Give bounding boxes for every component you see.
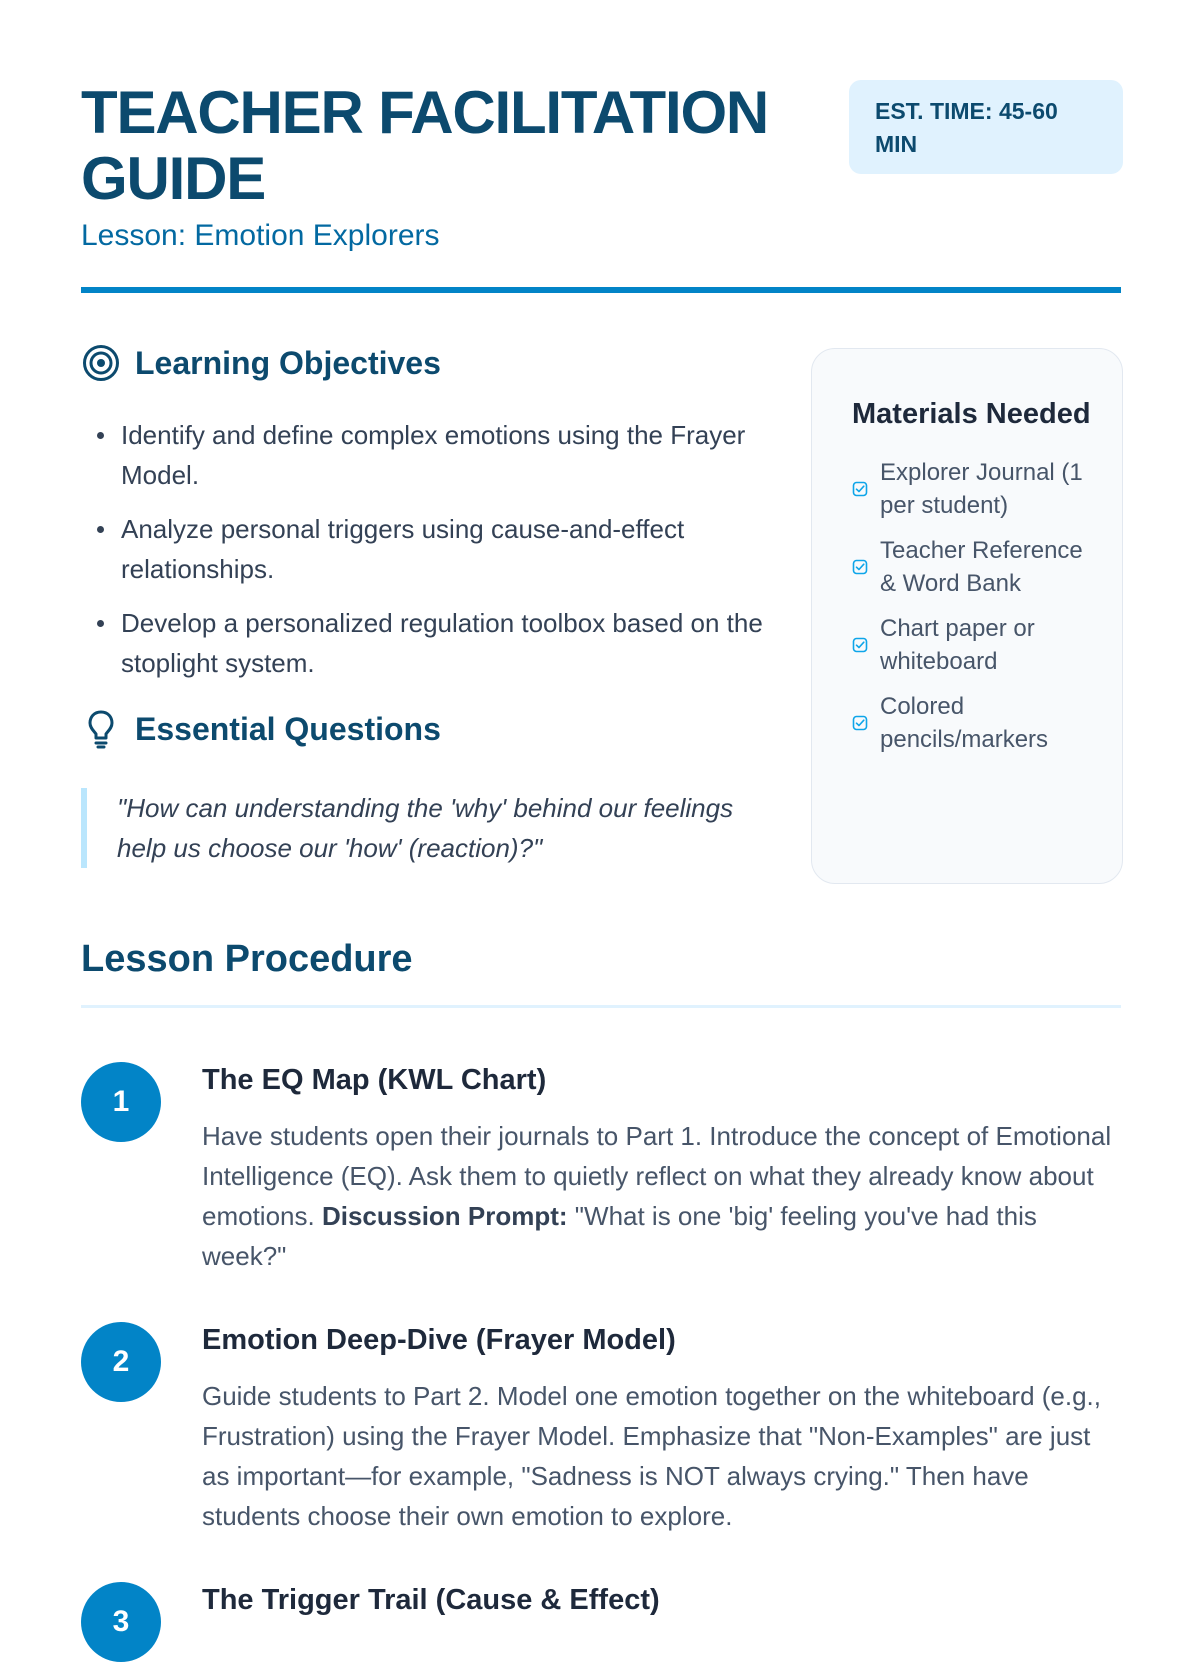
step-text: Have students open their journals to Part 1. Introduce the concept of Emotional Intelligence (EQ). Ask them to quietly reflect on what they already know about emotions.: [202, 1121, 1112, 1231]
list-item: [852, 612, 1098, 678]
material-label: Teacher Reference & Word Bank: [880, 537, 1083, 597]
discussion-prompt-text: "What is one 'big' feeling you've had this week?": [202, 1201, 1037, 1271]
learning-objectives-title: Learning Objectives: [135, 344, 441, 381]
list-item: Analyze personal triggers using cause-and-effect relationships.: [121, 509, 801, 589]
checkbox-icon: [852, 715, 868, 731]
material-label: Explorer Journal (1 per student): [880, 459, 1083, 519]
essential-questions-title: Essential Questions: [135, 710, 441, 747]
list-item: Develop a personalized regulation toolbox based on the stoplight system.: [121, 603, 801, 683]
essential-questions-heading: [81, 707, 441, 751]
step-title: The EQ Map (KWL Chart): [202, 1064, 547, 1096]
objectives-list: [81, 415, 801, 697]
lightbulb-icon: [81, 709, 121, 749]
list-item: [852, 690, 1098, 756]
material-label: Colored pencils/markers: [880, 693, 1049, 753]
est-time-badge: EST. TIME: 45-60 MIN: [849, 80, 1123, 174]
step-number-badge: 3: [81, 1582, 161, 1662]
list-item: Identify and define complex emotions using the Frayer Model.: [121, 415, 801, 495]
materials-title: Materials Needed: [852, 398, 1091, 430]
learning-objectives-heading: [81, 341, 441, 385]
list-item: [852, 534, 1098, 600]
header-divider: [81, 287, 1121, 293]
step-description: Guide students to Part 2. Model one emotion together on the whiteboard (e.g., Frustration) using the Frayer Model. Emphasize that "Non-Examples" are just as important—for example, "Sadness is NOT always crying." Then have students choose their own emotion to explore.: [202, 1381, 1102, 1531]
page-title: TEACHER FACILITATION GUIDE: [81, 79, 769, 212]
step-number-badge: 1: [81, 1062, 161, 1142]
discussion-prompt-label: Discussion Prompt:: [321, 1201, 568, 1231]
target-icon: [81, 343, 121, 383]
step-content: [202, 1320, 1122, 1536]
material-label: Chart paper or whiteboard: [880, 615, 1035, 675]
checkbox-icon: [852, 481, 868, 497]
checkbox-icon: [852, 559, 868, 575]
lesson-procedure-title: Lesson Procedure: [81, 938, 413, 980]
step-title: The Trigger Trail (Cause & Effect): [202, 1584, 660, 1616]
facilitation-guide-page: [81, 0, 1121, 1638]
step-title: Emotion Deep-Dive (Frayer Model): [202, 1324, 676, 1356]
checkbox-icon: [852, 637, 868, 653]
step-description: [202, 1116, 1122, 1276]
essential-question-quote: "How can understanding the 'why' behind our feelings help us choose our 'how' (reaction)?": [81, 788, 757, 868]
step-number-badge: 2: [81, 1322, 161, 1402]
step-content: [202, 1580, 1122, 1620]
procedure-divider: [81, 1005, 1121, 1008]
lesson-subtitle: Lesson: Emotion Explorers: [81, 219, 440, 252]
list-item: [852, 456, 1098, 522]
step-content: [202, 1060, 1122, 1276]
materials-card: [811, 348, 1123, 884]
